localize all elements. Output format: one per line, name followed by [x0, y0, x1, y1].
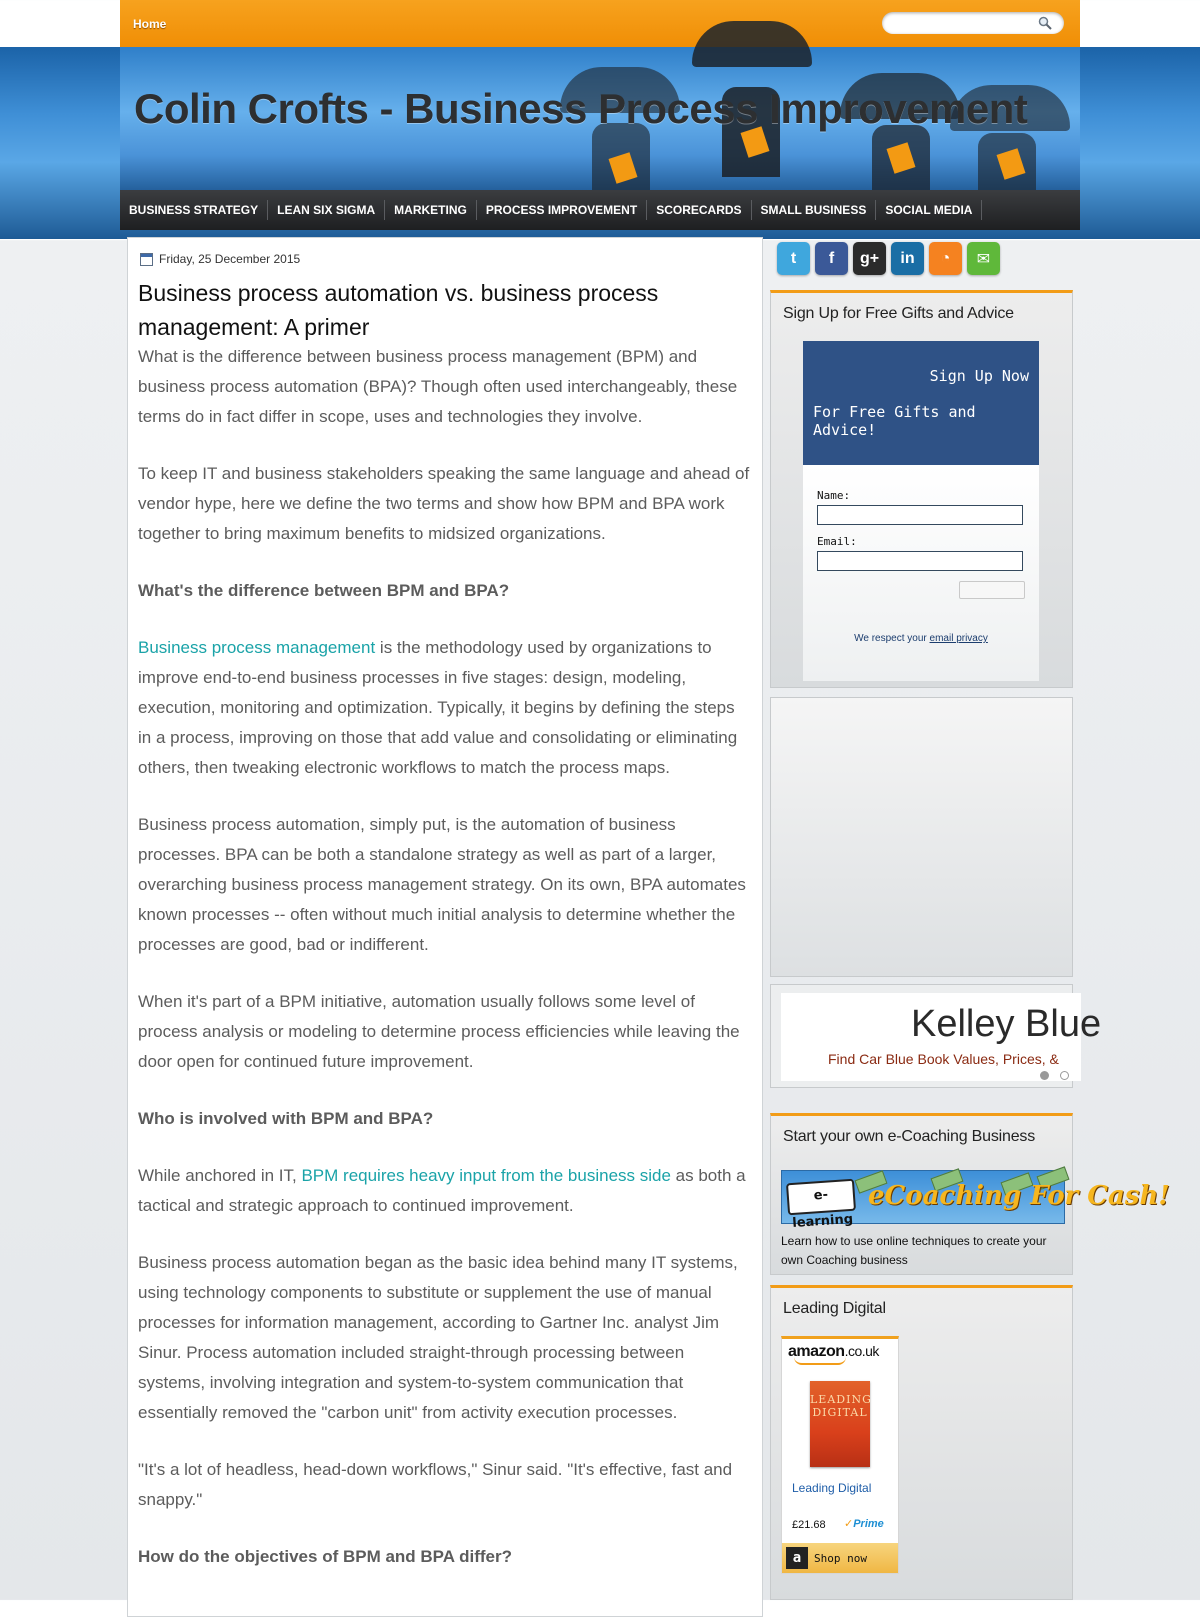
paragraph: Business process automation began as the basic idea behind many IT systems, using technology components to substitute or supplement the use of manual processes for information management, according to Gartner Inc. analyst Jim Sinur. Process automation included straight-through processing between systems, involving integration and system-to-system communication that essentially removed the "carbon unit" from activity execution processes.: [138, 1253, 738, 1422]
amazon-logo-text: amazon: [788, 1343, 845, 1360]
kelley-ad[interactable]: [770, 984, 1102, 1088]
paragraph: When it's part of a BPM initiative, automation usually follows some level of process analysis or modeling to determine process efficiencies while leaving the door open for continued future improvement.: [138, 992, 740, 1071]
search-icon[interactable]: [1038, 16, 1052, 30]
ecoaching-description: Learn how to use online techniques to create your own Coaching business: [781, 1234, 1047, 1267]
amazon-product-card[interactable]: [781, 1336, 899, 1574]
leading-digital-widget: [770, 1285, 1073, 1600]
facebook-icon[interactable]: f: [815, 242, 848, 275]
section-heading: What's the difference between BPM and BPA?: [138, 581, 510, 600]
kelley-ad-subtitle[interactable]: Find Car Blue Book Values, Prices, &: [828, 1051, 1059, 1067]
ecoaching-banner[interactable]: [781, 1170, 1170, 1232]
umbrella-graphic: [692, 21, 812, 67]
bpm-input-link[interactable]: BPM requires heavy input from the business side: [301, 1166, 671, 1185]
elearning-badge: e-learning: [786, 1179, 856, 1216]
paragraph-text: is the methodology used by organizations to improve end-to-end business processes in five stages: design, modeling, execution, monitoring and optimization. Typically, it begins by defining the steps in a process, improving on those that add value and consolidating or eliminating others, then tweaking electronic workflows to match the process maps.: [138, 638, 738, 777]
paragraph-text: as both a tactical and strategic approach to continued improvement.: [138, 1166, 746, 1215]
paragraph: To keep IT and business stakeholders speaking the same language and ahead of vendor hype, here we define the two terms and show how BPM and BPA work together to bring maximum benefits to midsized organizations.: [138, 464, 750, 543]
nav-item-lean-six-sigma[interactable]: LEAN SIX SIGMA: [268, 200, 385, 220]
book-price: £21.68: [792, 1519, 826, 1531]
email-field[interactable]: [817, 551, 1023, 571]
signup-widget: [770, 290, 1073, 688]
search-input[interactable]: [882, 12, 1064, 34]
paragraph: [138, 1161, 750, 1221]
widget-title: Sign Up for Free Gifts and Advice: [783, 305, 1014, 322]
section-heading: How do the objectives of BPM and BPA differ?: [138, 1547, 513, 1566]
signup-headline: Sign Up Now: [929, 367, 1029, 385]
email-label: Email:: [817, 535, 857, 548]
calendar-icon: [140, 253, 153, 266]
page-wrapper: [120, 0, 1080, 217]
privacy-text: We respect your: [854, 633, 930, 644]
bpm-link[interactable]: Business process management: [138, 638, 376, 657]
carousel-dot[interactable]: [1060, 1071, 1069, 1080]
prime-badge: ✓ Prime: [844, 1517, 884, 1530]
widget-title: Start your own e-Coaching Business: [783, 1128, 1035, 1145]
shop-now-label: Shop now: [814, 1551, 867, 1565]
nav-item-business-strategy[interactable]: BUSINESS STRATEGY: [120, 200, 268, 220]
google-plus-icon[interactable]: g+: [853, 242, 886, 275]
amazon-logo: [782, 1339, 898, 1361]
nav-item-small-business[interactable]: SMALL BUSINESS: [752, 200, 877, 220]
section-heading: Who is involved with BPM and BPA?: [138, 1109, 434, 1128]
amazon-logo-tld: .co.uk: [844, 1343, 879, 1359]
shop-now-button[interactable]: [782, 1543, 898, 1573]
name-field[interactable]: [817, 505, 1023, 525]
post-title[interactable]: Business process automation vs. business process management: A primer: [138, 280, 659, 340]
paragraph: Business process automation, simply put, is the automation of business processes. BPA can be both a standalone strategy as well as part of a larger, overarching business process management strategy. On its own, BPA automates known processes -- often without much initial analysis to determine whether the processes are good, bad or indifferent.: [138, 815, 746, 954]
submit-button[interactable]: [959, 581, 1025, 599]
book-title-link[interactable]: Leading Digital: [792, 1481, 872, 1495]
blog-post: [127, 237, 763, 1617]
name-label: Name:: [817, 489, 851, 502]
privacy-note: [817, 633, 1025, 644]
kelley-ad-panel: [781, 993, 1102, 1081]
carousel-dot-active[interactable]: [1040, 1071, 1049, 1080]
post-date-text: Friday, 25 December 2015: [159, 252, 301, 266]
main-nav: [120, 190, 1080, 230]
signup-form: [803, 465, 1039, 681]
amazon-a-icon: a: [786, 1547, 808, 1569]
paragraph-text: While anchored in IT,: [138, 1166, 302, 1185]
kelley-ad-title[interactable]: Kelley Blue: [911, 1003, 1102, 1045]
top-bar: [120, 0, 1080, 47]
nav-item-social-media[interactable]: SOCIAL MEDIA: [876, 200, 982, 220]
linkedin-icon[interactable]: in: [891, 242, 924, 275]
book-cover[interactable]: [810, 1381, 870, 1467]
home-link[interactable]: Home: [133, 17, 167, 31]
site-title[interactable]: Colin Crofts - Business Process Improvement: [134, 85, 1028, 132]
nav-item-marketing[interactable]: MARKETING: [385, 200, 477, 220]
nav-item-process-improvement[interactable]: PROCESS IMPROVEMENT: [477, 200, 647, 220]
ecoaching-banner-text: eCoaching For Cash!: [868, 1181, 1170, 1211]
paragraph: "It's a lot of headless, head-down workflows," Sinur said. "It's effective, fast and snappy.": [138, 1460, 733, 1509]
widget-title: Leading Digital: [783, 1300, 886, 1317]
ad-placeholder: [770, 697, 1073, 977]
twitter-icon[interactable]: t: [777, 242, 810, 275]
site-header: [120, 47, 1080, 191]
signup-subline: For Free Gifts and Advice!: [813, 403, 976, 439]
post-body: [138, 342, 750, 1599]
signup-header: [803, 341, 1039, 465]
post-date: [140, 252, 300, 266]
paragraph: What is the difference between business process management (BPM) and business process automation (BPA)? Though often used interchangeably, these terms do in fact differ in scope, uses and technologies they involve.: [138, 347, 738, 426]
ecoaching-widget: [770, 1113, 1170, 1275]
social-icons: [777, 242, 1000, 275]
paragraph: [138, 633, 750, 783]
email-icon[interactable]: ✉: [967, 242, 1000, 275]
book-cover-title: LEADING DIGITAL: [810, 1393, 872, 1419]
email-privacy-link[interactable]: email privacy: [929, 633, 988, 644]
nav-item-scorecards[interactable]: SCORECARDS: [647, 200, 751, 220]
signup-form-box: [803, 341, 1039, 681]
rss-icon[interactable]: ◔: [929, 242, 962, 275]
